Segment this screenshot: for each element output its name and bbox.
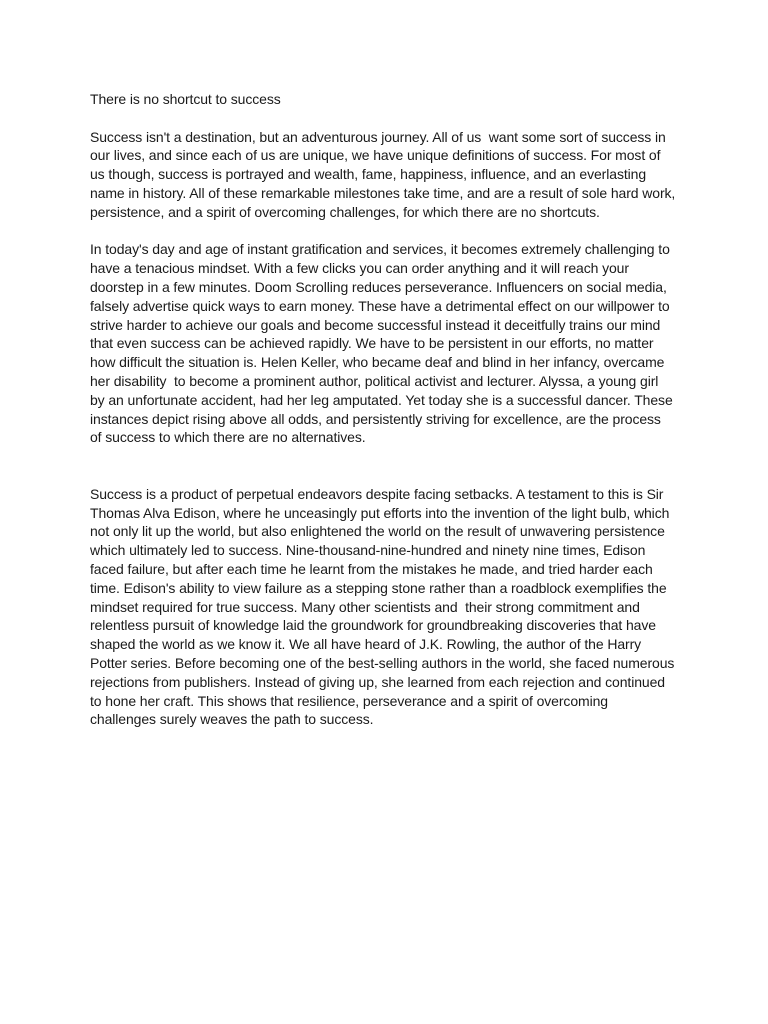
paragraph-line: persistence, and a spirit of overcoming challenges, for which there are no shortcuts. [90, 203, 600, 220]
paragraph-line: of success to which there are no alternatives. [90, 429, 366, 446]
paragraph-line: by an unfortunate accident, had her leg amputated. Yet today she is a successful dancer. These [90, 391, 673, 408]
paragraph-line: not only lit up the world, but also enlightened the world on the result of unwavering persistence [90, 523, 665, 540]
document-page [90, 90, 690, 729]
paragraph-line: falsely advertise quick ways to earn money. These have a detrimental effect on our willpower to [90, 297, 670, 314]
paragraph-line: Thomas Alva Edison, where he unceasingly put efforts into the invention of the light bulb, which [90, 504, 670, 521]
paragraph-line: mindset required for true success. Many other scientists and their strong commitment and [90, 598, 640, 615]
paragraph-line: shaped the world as we know it. We all have heard of J.K. Rowling, the author of the Harry [90, 636, 642, 653]
paragraph-line: our lives, and since each of us are unique, we have unique definitions of success. For most of [90, 147, 661, 164]
paragraph-line: which ultimately led to success. Nine-thousand-nine-hundred and ninety nine times, Edison [90, 542, 646, 559]
paragraph-line: Potter series. Before becoming one of the best-selling authors in the world, she faced numerous [90, 654, 675, 671]
paragraph-spacer [90, 222, 690, 241]
paragraph-line: strive harder to achieve our goals and become successful instead it deceitfully trains our mind [90, 316, 661, 333]
paragraph-line: time. Edison's ability to view failure as a stepping stone rather than a roadblock exemplifies the [90, 579, 667, 596]
paragraph-2 [90, 240, 690, 447]
paragraph-line: that even success can be achieved rapidly. We have to be persistent in our efforts, no matter [90, 335, 654, 352]
paragraph-line: how difficult the situation is. Helen Keller, who became deaf and blind in her infancy, overcame [90, 354, 665, 371]
paragraph-line: have a tenacious mindset. With a few clicks you can order anything and it will reach your [90, 260, 629, 277]
paragraph-3 [90, 485, 690, 729]
paragraph-line: rejections from publishers. Instead of giving up, she learned from each rejection and continued [90, 673, 665, 690]
paragraph-line: challenges surely weaves the path to success. [90, 711, 374, 728]
paragraph-line: her disability to become a prominent author, political activist and lecturer. Alyssa, a young girl [90, 372, 659, 389]
paragraph-line: to hone her craft. This shows that resilience, perseverance and a spirit of overcoming [90, 692, 608, 709]
paragraph-line: name in history. All of these remarkable milestones take time, and are a result of sole hard work, [90, 184, 676, 201]
document-title: There is no shortcut to success [90, 91, 281, 107]
paragraph-spacer [90, 447, 690, 485]
paragraph-1 [90, 128, 690, 222]
paragraph-line: Success isn't a destination, but an adventurous journey. All of us want some sort of success in [90, 128, 666, 145]
paragraph-line: relentless pursuit of knowledge laid the groundwork for groundbreaking discoveries that have [90, 617, 656, 634]
paragraph-line: doorstep in a few minutes. Doom Scrolling reduces perseverance. Influencers on social media, [90, 278, 667, 295]
paragraph-line: Success is a product of perpetual endeavors despite facing setbacks. A testament to this is Sir [90, 485, 664, 502]
paragraph-line: us though, success is portrayed and wealth, fame, happiness, influence, and an everlasting [90, 166, 647, 183]
paragraph-line: instances depict rising above all odds, and persistently striving for excellence, are the process [90, 410, 661, 427]
paragraph-line: faced failure, but after each time he learnt from the mistakes he made, and tried harder each [90, 560, 653, 577]
paragraph-line: In today's day and age of instant gratification and services, it becomes extremely challenging to [90, 241, 670, 258]
